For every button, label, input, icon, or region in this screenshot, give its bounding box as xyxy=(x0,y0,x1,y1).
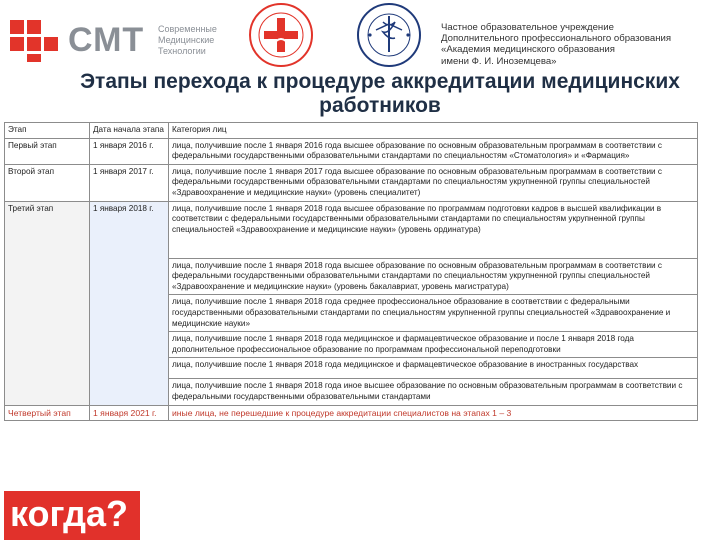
smt-logo xyxy=(8,18,228,62)
org-line: «Академия медицинского образования xyxy=(441,44,615,56)
organization-name xyxy=(441,22,716,67)
header-category: Категория лиц xyxy=(169,123,698,139)
page-title: Этапы перехода к процедуре аккредитации медицинских работников xyxy=(80,70,680,117)
stage-category: лица, получившие после 1 января 2017 года высшее образование по основным образовательным программам в соответствии с федеральными государственными образовательными стандартами по специальностям укрупненной группы специальностей «Здравоохранение и медицинские науки» (уровень специалитет) xyxy=(169,164,698,201)
smt-logo-word: СМТ xyxy=(68,21,145,59)
stage-category: лица, получившие после 1 января 2018 года высшее образование по основным образовательным программам в соответствии с федеральными государственными образовательными стандартами по специальностям укрупненной группы специальностей «Здравоохранение и медицинские науки» (уровень бакалавриат, уровень магистратура) xyxy=(169,258,698,295)
stage-category: лица, получившие после 1 января 2018 года среднее профессиональное образование в соответствии с федеральными государственными образовательными стандартами по специальностям укрупненной группы специальностей «Здравоохранение и медицинские науки» xyxy=(169,295,698,332)
org-line: Дополнительного профессионального образования xyxy=(441,33,672,45)
org-line: Частное образовательное учреждение xyxy=(441,22,614,33)
stage-name: Второй этап xyxy=(5,164,90,201)
stage-name: Первый этап xyxy=(5,138,90,164)
stage-date: 1 января 2021 г. xyxy=(90,405,169,421)
header-start-date: Дата начала этапа xyxy=(90,123,169,139)
stage-date: 1 января 2018 г. xyxy=(90,201,169,405)
stage-category: лица, получившие после 1 января 2018 года медицинское и фармацевтическое образование и после 1 января 2018 года дополнительное профессиональное образование по программам профессиональной переподготовки xyxy=(169,332,698,358)
stage-date: 1 января 2016 г. xyxy=(90,138,169,164)
table-row xyxy=(5,164,698,201)
smt-logo-mark-icon xyxy=(8,18,60,62)
stage-category: лица, получившие после 1 января 2018 года медицинское и фармацевтическое образование в иностранных государствах xyxy=(169,358,698,379)
header-stage: Этап xyxy=(5,123,90,139)
smt-logo-sub-line: Технологии xyxy=(158,46,206,56)
table-header-row xyxy=(5,123,698,139)
smt-logo-sub-line: Медицинские xyxy=(158,35,215,45)
table-row xyxy=(5,405,698,421)
academy-emblem-icon xyxy=(356,2,422,68)
smt-logo-sub-line: Современные xyxy=(158,24,217,34)
table-row xyxy=(5,138,698,164)
stage-category: лица, получившие после 1 января 2018 года высшее образование по программам подготовки кадров в высшей квалификации в соответствии с федеральными государственными образовательными стандартами по специальностям укрупненной группы специальностей «Здравоохранение и медицинские науки» (уровень ординатура) xyxy=(169,201,698,258)
accreditation-stages-table xyxy=(4,122,698,421)
header xyxy=(0,0,720,122)
stage-category: лица, получившие после 1 января 2018 года иное высшее образование по основным образовательным программам в соответствии с федеральными государственными образовательными стандартами xyxy=(169,379,698,405)
bottom-blank-area xyxy=(140,491,720,540)
table-row xyxy=(5,201,698,258)
clinic-association-seal-icon xyxy=(248,2,314,68)
stage-category: лица, получившие после 1 января 2016 года высшее образование по основным образовательным программам в соответствии с федеральными государственными образовательными стандартами по специальностям «Стоматология» и «Фармация» xyxy=(169,138,698,164)
stage-name: Четвертый этап xyxy=(5,405,90,421)
stage-category: иные лица, не перешедшие к процедуре аккредитации специалистов на этапах 1 – 3 xyxy=(169,405,698,421)
smt-logo-subtitle xyxy=(158,24,238,57)
question-callout: когда? xyxy=(4,491,140,540)
stage-name: Третий этап xyxy=(5,201,90,405)
stage-date: 1 января 2017 г. xyxy=(90,164,169,201)
org-line: имени Ф. И. Иноземцева» xyxy=(441,55,557,67)
